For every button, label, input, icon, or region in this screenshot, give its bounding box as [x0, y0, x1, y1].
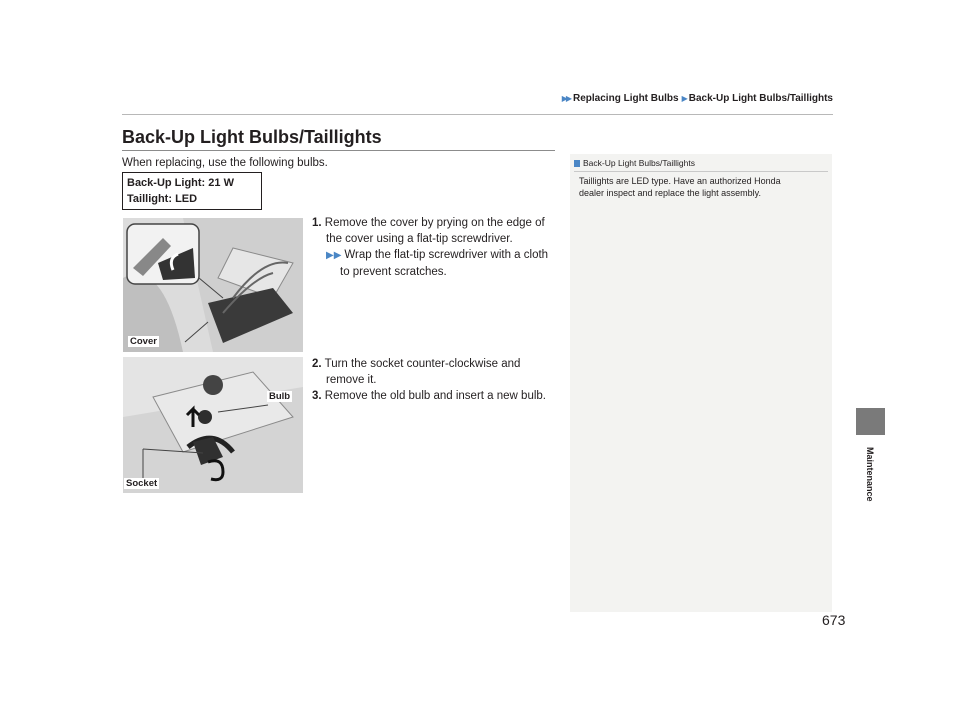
arrow-icon: ▶▶	[326, 250, 342, 261]
figure-label-socket: Socket	[126, 478, 158, 489]
notes-sidebar	[570, 154, 832, 612]
section-tab-label-text: Maintenance	[865, 447, 875, 502]
breadcrumb-item[interactable]: Back-Up Light Bulbs/Taillights	[688, 93, 833, 104]
step-1-note	[326, 247, 548, 280]
step-text: the cover using a flat-tip screwdriver.	[326, 233, 513, 245]
note-text: to prevent scratches.	[340, 266, 447, 278]
socket-figure	[123, 357, 303, 493]
step-number: 1.	[312, 217, 322, 229]
figure-label-cover: Cover	[130, 336, 157, 347]
step-text: Turn the socket counter-clockwise and	[324, 358, 521, 370]
sidebar-text-line: dealer inspect and replace the light assembly.	[579, 188, 761, 198]
bulb-spec-line: Taillight: LED	[127, 193, 198, 205]
cover-removal-illustration	[123, 218, 303, 352]
step-1	[312, 215, 545, 247]
title-divider	[122, 150, 555, 151]
sidebar-title	[574, 158, 695, 168]
sidebar-text-line: Taillights are LED type. Have an authorized Honda	[579, 176, 781, 186]
step-text: Remove the old bulb and insert a new bulb.	[324, 390, 546, 402]
step-3	[312, 388, 546, 404]
bulb-spec-box	[122, 172, 262, 210]
cover-removal-figure	[123, 218, 303, 352]
sidebar-text	[579, 175, 819, 199]
header-divider	[122, 114, 833, 115]
sidebar-divider	[574, 171, 828, 172]
figure-label-bulb: Bulb	[269, 391, 291, 402]
breadcrumb-arrow-icon: ▶▶	[561, 94, 571, 103]
page-title: Back-Up Light Bulbs/Taillights	[122, 127, 382, 147]
step-number: 3.	[312, 390, 322, 402]
note-text: Wrap the flat-tip screwdriver with a cloth	[344, 249, 549, 261]
step-number: 2.	[312, 358, 322, 370]
bulb-spec-line: Back-Up Light: 21 W	[127, 177, 234, 189]
intro-text: When replacing, use the following bulbs.	[122, 157, 328, 169]
breadcrumb-arrow-icon: ▶	[681, 94, 686, 103]
page-number: 673	[822, 612, 846, 628]
socket-illustration	[123, 357, 303, 493]
note-marker-icon	[574, 160, 580, 167]
breadcrumb	[562, 93, 833, 104]
step-text: Remove the cover by prying on the edge of	[324, 217, 545, 229]
sidebar-title-text: Back-Up Light Bulbs/Taillights	[583, 158, 695, 168]
step-2	[312, 356, 520, 388]
section-tab[interactable]	[856, 408, 885, 435]
step-text: remove it.	[326, 374, 377, 386]
breadcrumb-item[interactable]: Replacing Light Bulbs	[573, 93, 679, 104]
